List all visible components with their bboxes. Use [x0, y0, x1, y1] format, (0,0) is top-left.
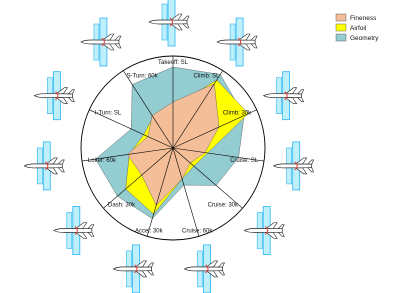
- legend: [336, 14, 379, 42]
- category-label: Takeoff: SL: [158, 60, 188, 66]
- aircraft-icon: [34, 72, 74, 120]
- aircraft-icon: [264, 72, 304, 120]
- category-label: Accel: 30k: [134, 228, 163, 235]
- legend-swatch-geometry: [336, 34, 346, 41]
- category-label: Climb: 30k: [222, 110, 252, 117]
- category-label: Cruise: 30k: [207, 202, 238, 209]
- legend-swatch-airfoil: [336, 24, 346, 31]
- aircraft-icon: [24, 142, 64, 190]
- legend-swatch-fineness: [336, 14, 346, 21]
- category-label: I-Turn: SL: [94, 110, 122, 117]
- aircraft-icon: [114, 245, 154, 293]
- aircraft-icon: [274, 142, 314, 190]
- legend-label-airfoil: Airfoil: [350, 25, 367, 32]
- aircraft-icon: [54, 207, 94, 255]
- category-label: Climb: SL: [193, 73, 220, 80]
- aircraft-icon: [81, 18, 121, 66]
- series-layer: [96, 67, 249, 219]
- aircraft-icon: [149, 0, 189, 46]
- legend-label-geometry: Geometry: [350, 35, 379, 42]
- category-label: Loiter: 60k: [87, 158, 116, 165]
- category-label: Cruise: SL: [230, 158, 259, 165]
- category-label: Dash: 30k: [108, 202, 136, 209]
- legend-label-fineness: Fineness: [350, 15, 377, 22]
- category-label: S-Turn: 60k: [126, 73, 158, 80]
- aircraft-icon: [244, 207, 284, 255]
- aircraft-icon: [185, 245, 225, 293]
- category-label: Cruise: 60k: [182, 228, 213, 235]
- aircraft-icon: [217, 18, 257, 66]
